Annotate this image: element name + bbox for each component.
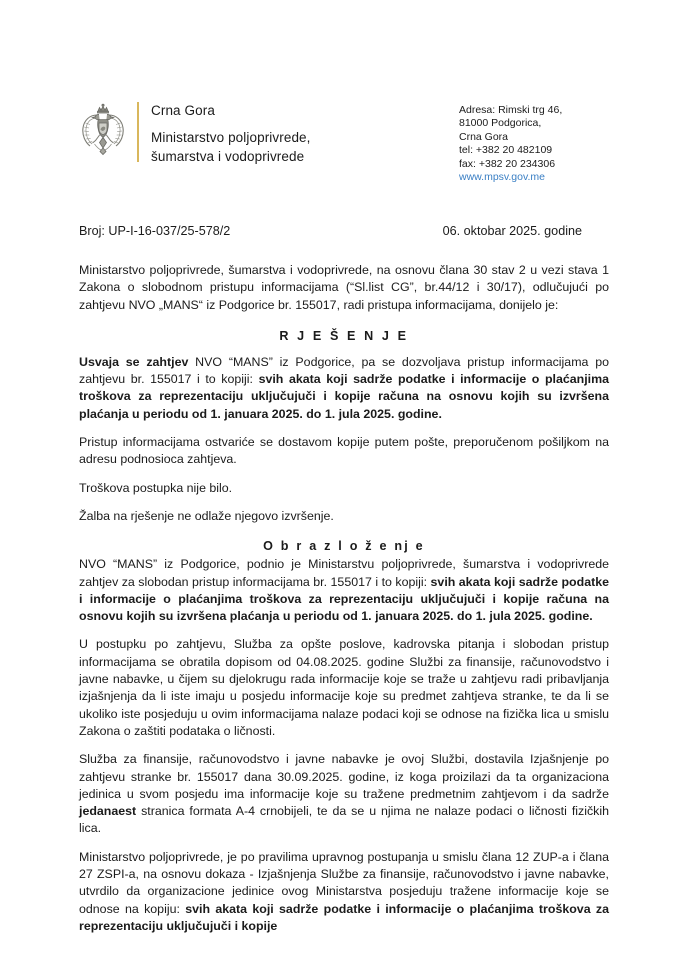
explanation-p4-pre: Ministarstvo poljoprivrede, je po pravilima upravnog postupanja u smislu člana 12 ZUP-a i člana 27 ZSPI-a, na osnovu dokaza - Izjašnjenja Službe za finansije, računovodstvo i javne nabavke, utvrdilo da organizacione jedinice ovog Ministarstva posjeduju tražene informacije koje se odnose na kopiju:: [79, 849, 609, 916]
decision-mid-text: NVO “MANS” iz Podgorice, pa se dozvoljava pristup informacijama po zahtjevu br. 155017 i to kopiji:: [79, 354, 609, 387]
ministry-name-line2: šumarstva i vodoprivrede: [151, 149, 305, 164]
decision-paragraph: [79, 354, 609, 423]
decision-bold-lead: Usvaja se zahtjev: [79, 354, 189, 369]
contact-block: [459, 100, 609, 184]
brand-divider: [137, 102, 139, 162]
costs-paragraph: Troškova postupka nije bilo.: [79, 480, 233, 495]
explanation-paragraph-1: [79, 556, 609, 625]
explanation-heading: O b r a z l o ž e nj e: [263, 539, 425, 554]
document-body: [79, 262, 609, 935]
delivery-paragraph: Pristup informacijama ostvariće se dostavom kopije putem pošte, preporučenom pošiljkom na adresu podnosioca zahtjeva.: [79, 435, 609, 467]
reference-number: Broj: UP-I-16-037/25-578/2: [79, 224, 231, 238]
ministry-branding: [79, 100, 311, 166]
explanation-p3-pre: Služba za finansije, računovodstvo i javne nabavke je ovoj Službi, dostavila Izjašnjenje po zahtjevu stranke br. 155017 dana 30.09.2025. godine, iz koga proizilazi da ta organizaciona jedinica u svom posjedu ima informacije koje su tražene predmetnim zahtjevom i da sadrže: [79, 752, 609, 801]
ministry-name: [151, 128, 311, 166]
fax-line: fax: +382 20 234306: [459, 157, 556, 170]
montenegro-coat-of-arms-icon: [79, 102, 127, 160]
address-line-3: Crna Gora: [459, 130, 509, 143]
intro-paragraph: Ministarstvo poljoprivrede, šumarstva i vodoprivrede, na osnovu člana 30 stav 2 u vezi stava 1 Zakona o slobodnom pristupu informacijama (“Sl.list CG”, br.44/12 i 30/17), odlučujući po zahtjevu NVO „MANS“ iz Podgorice br. 155017, radi pristupa informacijama, donijelo je:: [79, 263, 609, 312]
ministry-titles: [151, 100, 311, 166]
explanation-p1-bold: svih akata koji sadrže podatke i informacije o plaćanjima troškova za reprezentaciju uključujuči i kopije računa na osnovu kojih su izvršena plaćanja u periodu od 1. januara 2025. do 1. jula 2025. godine.: [79, 574, 609, 624]
ministry-name-line1: Ministarstvo poljoprivrede,: [151, 130, 311, 145]
explanation-paragraph-2: U postupku po zahtjevu, Služba za opšte poslove, kadrovska pitanja i slobodan pristup informacijama se obratila dopisom od 04.08.2025. godine Službi za finansije, računovodstvo i javne nabavke, u čijem su djelokrugu rada informacije koje se traže u zahtjevu radi pribavljanja izjašnjenja da li iste imaju u posjedu informacije koje su predmet zahtjeva stranke, te da li se ukoliko iste posjeduju u ovim informacijama nalaze podaci koji se odnose na fizička lica u smislu Zakona o zaštiti podataka o ličnosti.: [79, 637, 609, 738]
address-line-2: 81000 Podgorica,: [459, 117, 542, 130]
telephone-line: tel: +382 20 482109: [459, 144, 553, 157]
explanation-paragraph-3: [79, 751, 609, 837]
explanation-paragraph-4: [79, 849, 609, 935]
decision-bold-tail: svih akata koji sadrže podatke i informacije o plaćanjima troškova za reprezentaciju uključujuči i kopije računa na osnovu kojih su izvršena plaćanja u periodu od 1. januara 2025. do 1. jula 2025. godine.: [79, 372, 610, 421]
explanation-p3-post: stranica formata A-4 crnobijeli, te da se u njima ne nalaze podaci o ličnosti fizičkih lica.: [79, 804, 609, 836]
decision-heading: R J E Š E N J E: [279, 328, 409, 343]
country-name: Crna Gora: [151, 103, 215, 118]
appeal-paragraph: Žalba na rješenje ne odlaže njegovo izvršenje.: [79, 508, 334, 523]
explanation-p3-bold: jedanaest: [79, 804, 137, 819]
website-link[interactable]: www.mpsv.gov.me: [459, 171, 545, 184]
explanation-p4-bold: svih akata koji sadrže podatke i informacije o plaćanjima troškova za reprezentaciju uključujuči i kopije: [79, 901, 609, 933]
explanation-p1-pre: NVO “MANS” iz Podgorice, podnio je Ministarstvu poljoprivrede, šumarstva i vodoprivrede zahtjev za slobodan pristup informacijama br. 155017 i to kopiji:: [79, 557, 609, 589]
address-line-1: Adresa: Rimski trg 46,: [459, 104, 563, 116]
reference-row: [79, 223, 609, 239]
letterhead: [79, 100, 609, 186]
document-date: 06. oktobar 2025. godine: [442, 224, 582, 238]
